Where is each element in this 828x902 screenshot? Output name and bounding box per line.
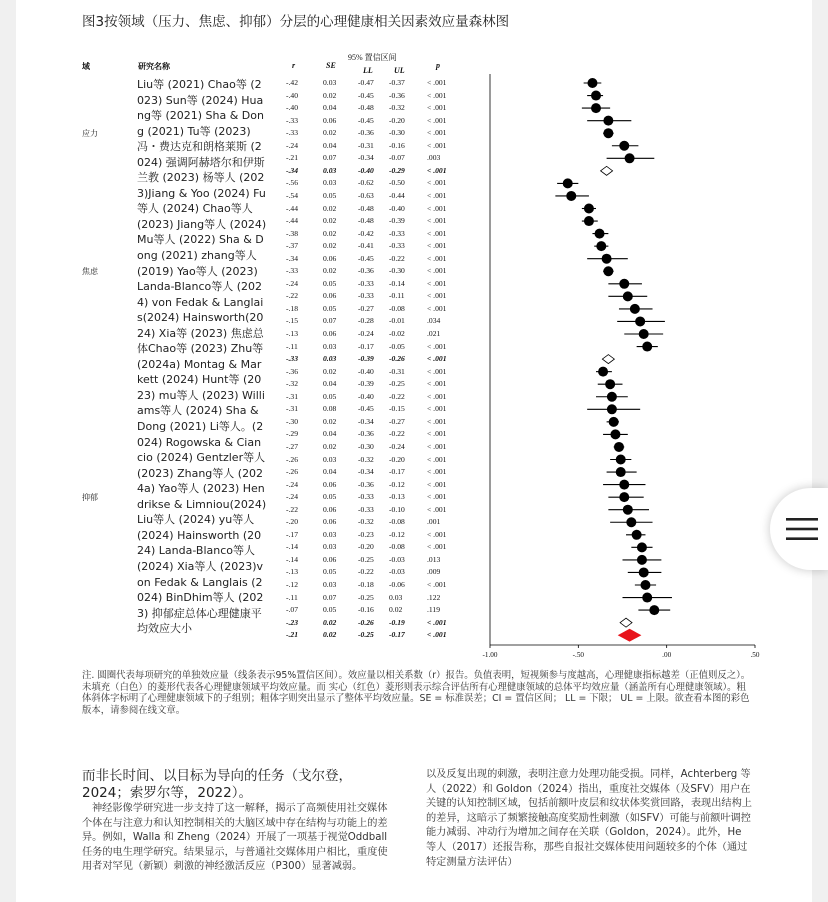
stat-ul: -0.33 — [389, 241, 405, 251]
stat-se: 0.03 — [323, 178, 337, 188]
stat-ul: -0.03 — [389, 554, 405, 564]
stat-r: -.36 — [286, 366, 299, 376]
stat-se: 0.06 — [323, 115, 337, 125]
figure-title: 图3按领域（压力、焦虑、抑郁）分层的心理健康相关因素效应量森林图 — [82, 14, 510, 30]
stat-ul: -0.06 — [389, 580, 405, 589]
study-point — [623, 505, 633, 515]
study-point — [637, 542, 647, 552]
stat-se: 0.04 — [323, 140, 337, 150]
stat-ul: -0.19 — [389, 617, 405, 627]
study-point — [602, 254, 612, 264]
stat-r: -.31 — [286, 404, 299, 414]
stat-ul: -0.24 — [389, 441, 405, 451]
stat-p: < .001 — [427, 467, 447, 477]
stat-ul: -0.05 — [389, 341, 405, 351]
stat-ll: -0.33 — [358, 492, 374, 502]
stat-ul: -0.02 — [389, 329, 405, 338]
stat-r: -.12 — [286, 580, 299, 589]
stat-r: -.33 — [286, 354, 299, 364]
stat-p: < .001 — [427, 504, 447, 514]
stat-se: 0.06 — [323, 504, 337, 514]
stat-p: < .001 — [427, 190, 447, 200]
stat-se: 0.04 — [323, 103, 337, 113]
figure-note: 注. 圆圈代表每项研究的单独效应量（线条表示95%置信区间）。效应量以相关系数（r）报告。负值表明，短视频参与度越高，心理健康指标越差（正值则反之）。未填充（白色）的菱形代表各心理健康领域平均效应量。而 实心（红色）菱形则表示综合评估所有心理健康领域的总体平均效应量（涵盖所有心理健康领域）。粗体斜体字标明了心理健康领域下的子组别；粗体字则突出显示了整体平均效应量。SE = 标准误差；CI = 置信区间； LL = 下限； UL = 上限。欲查看本图的彩色版本，请参阅在线文章。 — [82, 670, 751, 716]
stat-ll: -0.33 — [358, 504, 374, 514]
stat-ul: -0.30 — [389, 266, 405, 276]
stat-ll: -0.47 — [358, 78, 374, 87]
body-right-column: 以及反复出现的刺激，表明注意力处理功能受损。同样，Achterberg 等人（2022）和 Goldon（2024）指出，重度社交媒体（及SFV）用户在关键的认知控制区域，包括前额叶皮层和纹状体奖赏回路，表现出结构上的差异，这暗示了频繁接触高度奖励性刺激（如SFV）可能与前额叶调控能力减弱、冲动行为增加之间存在关联（Goldon，2024）。此外，He 等人（2017）还报告称，那些自报社交媒体使用问题较多的个体（通过特定测量方法评估） — [426, 769, 752, 868]
stat-ul: -0.25 — [389, 379, 405, 389]
study-point — [626, 517, 636, 527]
stat-ul: -0.16 — [389, 140, 405, 150]
stat-se: 0.08 — [323, 404, 337, 414]
stat-ll: -0.22 — [358, 567, 374, 577]
stat-p: < .001 — [427, 454, 447, 464]
stat-ul: -0.08 — [389, 303, 405, 313]
study-point — [591, 91, 601, 101]
stat-ll: -0.32 — [358, 454, 374, 464]
stat-se: 0.06 — [323, 517, 337, 527]
stat-r: -.17 — [286, 529, 299, 539]
stat-ll: -0.34 — [358, 416, 374, 426]
stat-ll: -0.27 — [358, 303, 374, 313]
stat-p: .119 — [427, 605, 441, 615]
stat-ul: -0.22 — [389, 391, 405, 401]
header-domain: 域 — [82, 62, 90, 71]
stat-r: -.26 — [286, 467, 299, 477]
stat-ll: -0.33 — [358, 278, 374, 288]
header-study: 研究名称 — [138, 62, 170, 71]
stat-r: -.38 — [286, 228, 299, 238]
study-point — [584, 216, 594, 226]
stat-se: 0.04 — [323, 467, 337, 477]
stat-p: < .001 — [427, 266, 447, 276]
stat-ll: -0.41 — [358, 241, 374, 251]
header-ul: UL — [394, 66, 405, 75]
stat-ul: -0.15 — [389, 404, 405, 414]
stat-se: 0.02 — [323, 617, 337, 627]
stat-r: -.07 — [286, 605, 299, 615]
stat-se: 0.03 — [323, 580, 337, 589]
study-point — [605, 379, 615, 389]
stat-p: .013 — [427, 554, 441, 564]
stat-ll: -0.23 — [358, 529, 374, 539]
stat-ll: -0.34 — [358, 467, 374, 477]
study-point — [639, 329, 649, 339]
stat-p: .021 — [427, 329, 441, 338]
stat-p: < .001 — [427, 479, 447, 489]
stat-ll: -0.32 — [358, 517, 374, 527]
stat-ll: -0.26 — [358, 617, 374, 627]
stat-r: -.29 — [286, 429, 299, 439]
stat-se: 0.03 — [323, 542, 337, 552]
stat-se: 0.02 — [323, 266, 337, 276]
stat-ul: -0.08 — [389, 517, 405, 527]
study-point — [623, 291, 633, 301]
study-point — [635, 316, 645, 326]
study-point — [603, 116, 613, 126]
stat-p: < .001 — [427, 165, 447, 175]
stat-r: -.11 — [286, 341, 298, 351]
study-point — [584, 204, 594, 214]
stat-p: < .001 — [427, 404, 447, 414]
stat-se: 0.07 — [323, 153, 337, 163]
stat-r: -.33 — [286, 128, 299, 138]
stat-r: -.42 — [286, 78, 299, 87]
domain-label: 应力 — [82, 129, 98, 139]
stat-ul: -0.11 — [389, 291, 405, 301]
x-tick-label: .50 — [750, 651, 760, 659]
stat-ll: -0.33 — [358, 291, 374, 301]
stat-r: -.24 — [286, 278, 299, 288]
stat-ll: -0.39 — [358, 379, 374, 389]
stat-se: 0.04 — [323, 379, 337, 389]
stat-se: 0.03 — [323, 165, 337, 175]
stat-p: .034 — [427, 316, 441, 326]
study-point — [625, 153, 635, 163]
study-point — [609, 417, 619, 427]
stat-p: < .001 — [427, 492, 447, 502]
stat-r: -.11 — [286, 592, 298, 602]
stat-ul: -0.22 — [389, 429, 405, 439]
stat-se: 0.06 — [323, 479, 337, 489]
study-point — [639, 567, 649, 577]
stat-ul: -0.20 — [389, 454, 405, 464]
study-point — [607, 392, 617, 402]
stat-ul: -0.12 — [389, 479, 405, 489]
stat-se: 0.07 — [323, 592, 337, 602]
stat-r: -.21 — [286, 630, 299, 640]
stat-ul: -0.12 — [389, 529, 405, 539]
stat-r: -.34 — [286, 253, 299, 263]
stat-r: -.22 — [286, 504, 299, 514]
stat-se: 0.05 — [323, 303, 337, 313]
stat-ll: -0.45 — [358, 404, 374, 414]
stat-r: -.23 — [286, 617, 299, 627]
study-point — [619, 141, 629, 151]
stat-r: -.13 — [286, 329, 299, 338]
stat-p: < .001 — [427, 78, 447, 87]
stat-ul: 0.03 — [389, 592, 403, 602]
study-point — [642, 593, 652, 603]
stat-ul: -0.30 — [389, 128, 405, 138]
stat-ul: -0.50 — [389, 178, 405, 188]
subtotal-diamond — [602, 355, 614, 364]
stat-ll: -0.25 — [358, 630, 374, 640]
stat-ul: -0.17 — [389, 467, 405, 477]
study-point — [587, 78, 597, 88]
stat-ul: -0.33 — [389, 228, 405, 238]
stat-r: -.34 — [286, 165, 299, 175]
stat-p: < .001 — [427, 416, 447, 426]
stat-se: 0.05 — [323, 567, 337, 577]
stat-ul: -0.07 — [389, 153, 405, 163]
header-ll: LL — [363, 66, 373, 75]
stat-r: -.18 — [286, 303, 299, 313]
stat-p: .009 — [427, 567, 441, 577]
stat-r: -.21 — [286, 153, 299, 163]
stat-r: -.15 — [286, 316, 299, 326]
stat-se: 0.02 — [323, 228, 337, 238]
stat-r: -.40 — [286, 90, 299, 100]
stat-p: < .001 — [427, 354, 447, 364]
study-point — [603, 266, 613, 276]
study-point — [616, 467, 626, 477]
stat-ul: -0.20 — [389, 115, 405, 125]
stat-ul: -0.29 — [389, 165, 405, 175]
stat-ul: -0.44 — [389, 190, 405, 200]
stat-ll: -0.20 — [358, 542, 374, 552]
study-point — [616, 455, 626, 465]
study-point — [563, 178, 573, 188]
stat-se: 0.03 — [323, 529, 337, 539]
stat-se: 0.03 — [323, 341, 337, 351]
stat-ll: -0.36 — [358, 128, 374, 138]
stat-ul: -0.32 — [389, 103, 405, 113]
stat-ul: -0.39 — [389, 216, 405, 226]
header-se: SE — [326, 61, 336, 70]
study-point — [630, 304, 640, 314]
stat-ll: -0.40 — [358, 391, 374, 401]
study-point — [632, 530, 642, 540]
stat-se: 0.02 — [323, 366, 337, 376]
study-names: Liu等 (2021) Chao等 (2023) Sun等 (2024) Huang等 (2021) Sha & Dong (2021) Tu等 (2023) 冯・费达克和朗格莱斯 (2024) 强调阿赫塔尔和伊斯兰教 (2023) 杨等人 (2023)Jiang & Yoo (2024) Fu等人 (2024) Chao等人 (2023) Jiang等人 (2024) Mu等人 (2022) Sha & Dong (2021) zhang等人 (2019) Yao等人 (2023) Landa-Blanco等人 (2024) von Fedak & Langlais(2024) Hainsworth(2024) Xia等 (2023) 焦虑总体Chao等 (2023) Zhu等 (2024a) Montag & Markett (2024) Hunt等 (2023) mu等人 (2023) Williams等人 (2024) Sha & Dong (2021) Li等人。(2024) Rogowska & Ciancio (2024) Gentzler等人 (2023) Zhang等人 (2024a) Yao等人 (2023) Hendrikse & Limniou(2024) Liu等人 (2024) yu等人 (2024) Hainsworth (2024) Landa-Blanco等人 (2024) Xia等人 (2023)von Fedak & Langlais (2024) BinDhim等人 (2023) 抑郁症总体心理健康平均效应大小 — [137, 78, 267, 636]
stat-ll: -0.42 — [358, 228, 374, 238]
stat-p: < .001 — [427, 391, 447, 401]
stat-se: 0.02 — [323, 416, 337, 426]
stat-r: -.24 — [286, 140, 299, 150]
study-point — [566, 191, 576, 201]
stat-p: < .001 — [427, 630, 447, 640]
stat-se: 0.04 — [323, 429, 337, 439]
stat-r: -.24 — [286, 492, 299, 502]
stat-r: -.20 — [286, 517, 299, 527]
stat-se: 0.02 — [323, 203, 337, 213]
stat-ll: -0.25 — [358, 554, 374, 564]
study-point — [603, 128, 613, 138]
stat-r: -.30 — [286, 416, 299, 426]
study-point — [596, 241, 606, 251]
stat-p: < .001 — [427, 103, 447, 113]
stat-se: 0.03 — [323, 454, 337, 464]
stat-se: 0.06 — [323, 329, 337, 338]
stat-se: 0.05 — [323, 391, 337, 401]
stat-ll: -0.34 — [358, 153, 374, 163]
stat-ll: -0.45 — [358, 90, 374, 100]
stat-p: < .001 — [427, 341, 447, 351]
study-point — [619, 492, 629, 502]
stat-ul: -0.13 — [389, 492, 405, 502]
stat-se: 0.02 — [323, 630, 337, 640]
study-point — [614, 442, 624, 452]
stat-se: 0.03 — [323, 78, 337, 87]
stat-ul: 0.02 — [389, 605, 403, 615]
stat-r: -.56 — [286, 178, 299, 188]
stat-se: 0.02 — [323, 241, 337, 251]
stat-se: 0.05 — [323, 190, 337, 200]
stat-p: < .001 — [427, 580, 447, 589]
stat-se: 0.05 — [323, 605, 337, 615]
x-tick-label: .00 — [662, 651, 672, 659]
stat-r: -.14 — [286, 542, 299, 552]
domain-label: 焦虑 — [82, 267, 98, 277]
stat-se: 0.03 — [323, 354, 337, 364]
study-point — [619, 480, 629, 490]
stat-r: -.26 — [286, 454, 299, 464]
stat-p: .003 — [427, 153, 441, 163]
stat-p: .122 — [427, 592, 441, 602]
study-point — [642, 342, 652, 352]
stat-p: .001 — [427, 517, 441, 527]
stat-ll: -0.25 — [358, 592, 374, 602]
stat-se: 0.07 — [323, 316, 337, 326]
domain-label: 抑郁 — [82, 493, 98, 503]
stat-ll: -0.36 — [358, 479, 374, 489]
stat-ll: -0.24 — [358, 329, 374, 338]
stat-p: < .001 — [427, 115, 447, 125]
stat-p: < .001 — [427, 278, 447, 288]
stat-p: < .001 — [427, 216, 447, 226]
stat-p: < .001 — [427, 303, 447, 313]
stat-ll: -0.17 — [358, 341, 374, 351]
stat-p: < .001 — [427, 140, 447, 150]
stat-ll: -0.63 — [358, 190, 374, 200]
stat-ul: -0.27 — [389, 416, 405, 426]
stat-ll: -0.30 — [358, 441, 374, 451]
overall-diamond — [619, 629, 641, 641]
stat-p: < .001 — [427, 379, 447, 389]
stat-ll: -0.16 — [358, 605, 374, 615]
stat-ll: -0.40 — [358, 366, 374, 376]
stat-se: 0.02 — [323, 441, 337, 451]
stat-ll: -0.31 — [358, 140, 374, 150]
stat-ul: -0.26 — [389, 354, 405, 364]
stat-se: 0.05 — [323, 492, 337, 502]
stat-p: < .001 — [427, 441, 447, 451]
stat-se: 0.02 — [323, 90, 337, 100]
stat-ul: -0.36 — [389, 90, 405, 100]
body-left-paragraph: 神经影像学研究进一步支持了这一解释，揭示了高频使用社交媒体个体在与注意力和认知控制相关的大脑区域中存在结构与功能上的差异。例如，Walla 和 Zheng（2024）开展了一项基于视觉Oddball任务的电生理学研究。结果显示，与普通社交媒体用户相比，重度使用者对罕见（新颖）刺激的神经激活反应（P300）显著减弱。 — [82, 803, 388, 873]
stat-r: -.33 — [286, 115, 299, 125]
stat-p: < .001 — [427, 253, 447, 263]
study-point — [610, 429, 620, 439]
body-left-heading: 而非长时间、以目标为导向的任务（戈尔登，2024；索罗尔等，2022）。 — [82, 768, 352, 801]
stat-r: -.14 — [286, 554, 299, 564]
stat-ll: -0.36 — [358, 266, 374, 276]
stat-ul: -0.03 — [389, 567, 405, 577]
stat-r: -.33 — [286, 266, 299, 276]
stat-p: < .001 — [427, 366, 447, 376]
stat-ll: -0.48 — [358, 216, 374, 226]
stat-p: < .001 — [427, 529, 447, 539]
stat-p: < .001 — [427, 241, 447, 251]
subtotal-diamond — [620, 618, 632, 627]
stat-p: < .001 — [427, 228, 447, 238]
stat-p: < .001 — [427, 542, 447, 552]
stat-ll: -0.36 — [358, 429, 374, 439]
stat-ll: -0.40 — [358, 165, 374, 175]
stat-ul: -0.14 — [389, 278, 405, 288]
study-point — [637, 555, 647, 565]
study-point — [607, 404, 617, 414]
study-point — [649, 605, 659, 615]
stat-se: 0.05 — [323, 278, 337, 288]
stat-r: -.32 — [286, 379, 299, 389]
stat-ll: -0.18 — [358, 580, 374, 589]
stat-r: -.44 — [286, 203, 299, 213]
stat-r: -.22 — [286, 291, 299, 301]
stat-ul: -0.08 — [389, 542, 405, 552]
header-p: p — [436, 61, 440, 70]
stat-ll: -0.48 — [358, 203, 374, 213]
stat-p: < .001 — [427, 203, 447, 213]
study-point — [598, 367, 608, 377]
stat-ul: -0.37 — [389, 78, 405, 87]
study-point — [591, 103, 601, 113]
hamburger-menu-icon — [786, 517, 818, 541]
x-tick-label: -1.00 — [482, 651, 498, 659]
stat-p: < .001 — [427, 429, 447, 439]
stat-r: -.37 — [286, 241, 299, 251]
stat-ul: -0.10 — [389, 504, 405, 514]
stat-r: -.31 — [286, 391, 299, 401]
stat-se: 0.06 — [323, 554, 337, 564]
stat-r: -.54 — [286, 190, 299, 200]
stat-p: < .001 — [427, 617, 447, 627]
stat-ll: -0.45 — [358, 115, 374, 125]
subtotal-diamond — [601, 166, 613, 175]
header-ci: 95% 置信区间 — [348, 53, 397, 62]
stat-p: < .001 — [427, 90, 447, 100]
stat-se: 0.06 — [323, 253, 337, 263]
stat-ll: -0.28 — [358, 316, 374, 326]
stat-r: -.27 — [286, 441, 299, 451]
stat-ll: -0.39 — [358, 354, 374, 364]
stat-ul: -0.40 — [389, 203, 405, 213]
header-r: r — [292, 61, 296, 70]
stat-r: -.40 — [286, 103, 299, 113]
stat-p: < .001 — [427, 128, 447, 138]
stat-se: 0.02 — [323, 216, 337, 226]
stat-r: -.24 — [286, 479, 299, 489]
stat-ul: -0.22 — [389, 253, 405, 263]
x-tick-label: -.50 — [572, 651, 585, 659]
stat-p: < .001 — [427, 178, 447, 188]
stat-ll: -0.62 — [358, 178, 374, 188]
stat-ul: -0.31 — [389, 366, 405, 376]
stat-r: -.13 — [286, 567, 299, 577]
stat-se: 0.02 — [323, 128, 337, 138]
study-point — [640, 580, 650, 590]
stat-r: -.44 — [286, 216, 299, 226]
stat-ul: -0.17 — [389, 630, 405, 640]
study-point — [595, 229, 605, 239]
study-point — [619, 279, 629, 289]
stat-se: 0.06 — [323, 291, 337, 301]
stat-ll: -0.45 — [358, 253, 374, 263]
stat-ll: -0.48 — [358, 103, 374, 113]
stat-ul: -0.01 — [389, 316, 405, 326]
stat-p: < .001 — [427, 291, 447, 301]
